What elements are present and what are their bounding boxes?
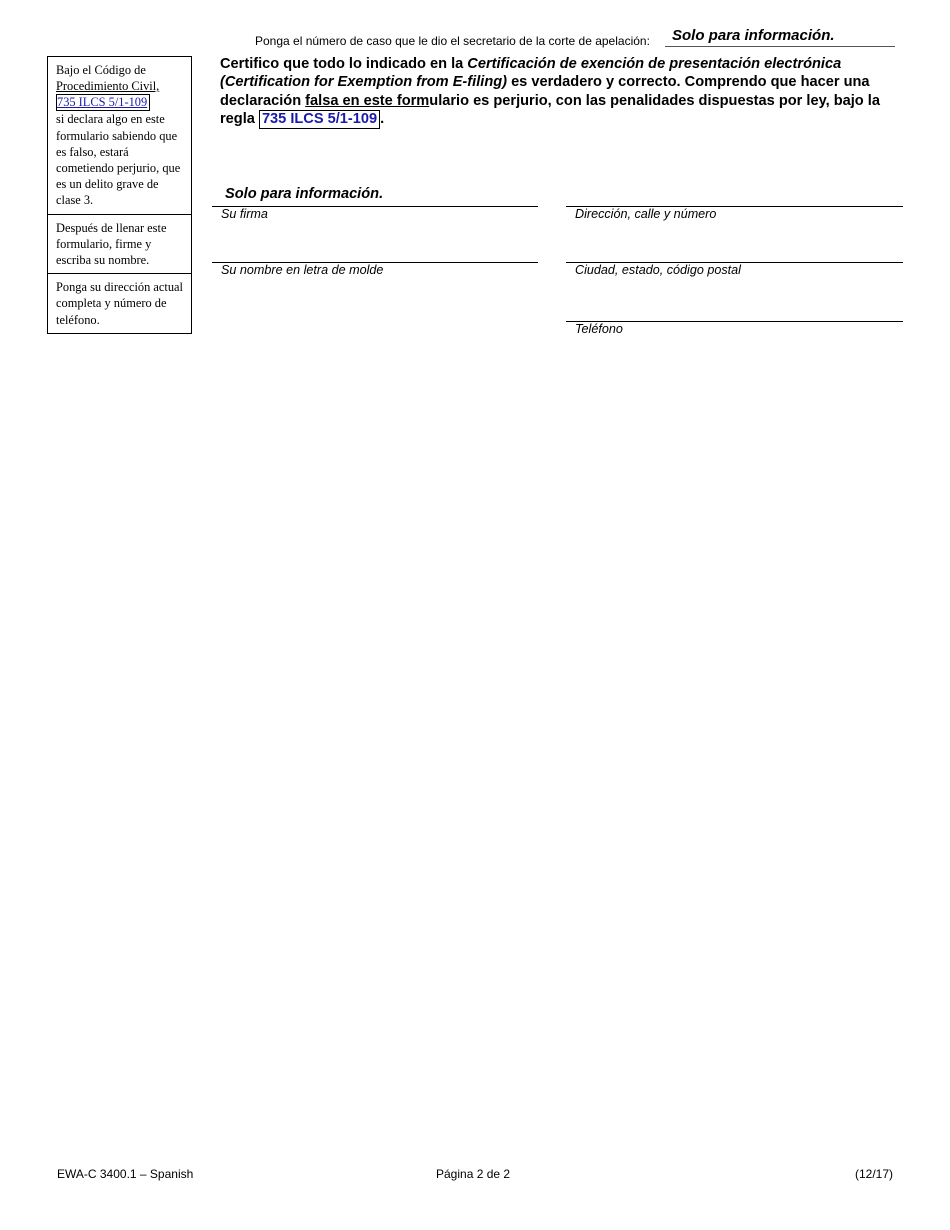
cert-part2: es verdadero y correcto. Comprendo que hacer una declaración	[220, 74, 870, 109]
case-number-label: Ponga el número de caso que le dio el secretario de la corte de apelación:	[255, 34, 650, 48]
ilcs-link-sidebar[interactable]: 735 ILCS 5/1-109	[56, 94, 150, 111]
cert-part3: ulario es perjurio, con las penalidades dispuestas por ley, bajo la regla	[220, 92, 880, 127]
page-number: Página 2 de 2	[436, 1167, 511, 1181]
cert-underlined: falsa en este form	[305, 92, 430, 109]
form-id: EWA-C 3400.1 – Spanish	[57, 1167, 194, 1181]
case-number-field[interactable]: Solo para información.	[672, 27, 835, 44]
case-number-line	[665, 46, 895, 47]
city-state-zip-label: Ciudad, estado, código postal	[575, 263, 741, 277]
sign-instruction: Después de llenar este formulario, firme y escriba su nombre.	[48, 214, 191, 274]
perjury-warning	[48, 57, 191, 214]
certification-statement	[220, 55, 890, 129]
street-address-label: Dirección, calle y número	[575, 207, 717, 221]
perjury-rest: si declara algo en este formulario sabiendo que es falso, estará cometiendo perjurio, que es un delito grave de clase 3.	[56, 112, 181, 208]
cert-end: .	[380, 110, 385, 127]
instruction-sidebar	[47, 56, 192, 334]
ilcs-link-cert[interactable]: 735 ILCS 5/1-109	[259, 110, 380, 129]
perjury-line1: Bajo el Código de	[56, 63, 146, 77]
address-instruction: Ponga su dirección actual completa y número de teléfono.	[48, 273, 191, 333]
cert-part1: Certifico que todo lo indicado en la	[220, 56, 468, 72]
phone-label: Teléfono	[575, 322, 623, 336]
form-date: (12/17)	[855, 1167, 894, 1181]
perjury-line2: Procedimiento Civil,	[56, 79, 160, 94]
signature-field[interactable]: Solo para información.	[225, 186, 384, 202]
cert-form-title: Certificación de exención de presentación electrónica (Certification for Exemption from E-filing)	[220, 56, 842, 91]
signature-label: Su firma	[221, 207, 268, 221]
printed-name-label: Su nombre en letra de molde	[221, 263, 384, 277]
